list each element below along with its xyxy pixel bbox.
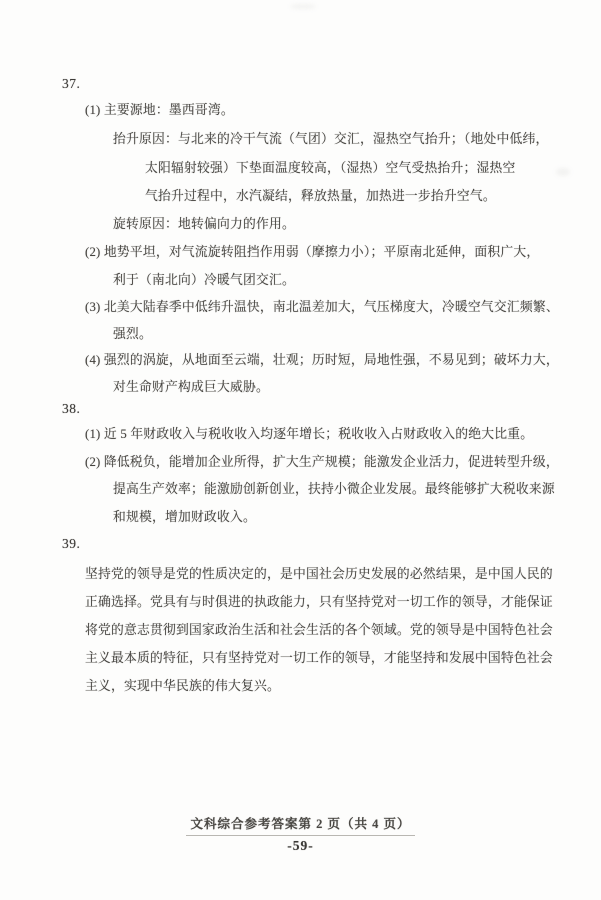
- answer-line: 将党的意志贯彻到国家政治生活和社会生活的各个领域。党的领导是中国特色社会: [85, 623, 553, 637]
- footer-caption: [0, 814, 601, 836]
- answer-line: (3) 北美大陆春季中低纬升温快，南北温差加大，气压梯度大，冷暖空气交汇频繁、: [85, 300, 559, 314]
- answer-line: 气抬升过程中，水汽凝结，释放热量，加热进一步抬升空气。: [145, 189, 496, 203]
- question-number-39: 39.: [62, 536, 81, 551]
- answer-line: 正确选择。党具有与时俱进的执政能力，只有坚持党对一切工作的领导，才能保证: [85, 595, 553, 609]
- answer-line: 旋转原因：地转偏向力的作用。: [113, 217, 295, 231]
- answer-line: 对生命财产构成巨大威胁。: [113, 380, 269, 394]
- question-number-37: 37.: [62, 76, 81, 91]
- answer-line: 坚持党的领导是党的性质决定的，是中国社会历史发展的必然结果，是中国人民的: [85, 567, 553, 581]
- answer-line: 强烈。: [113, 327, 152, 341]
- answer-line: (1) 主要源地：墨西哥湾。: [85, 103, 234, 117]
- footer-caption-text: 文科综合参考答案第 2 页（共 4 页）: [186, 814, 414, 836]
- scan-smudge: [290, 4, 316, 9]
- page-number: -59-: [287, 838, 314, 853]
- answer-line: (2) 降低税负，能增加企业所得，扩大生产规模；能激发企业活力，促进转型升级，: [85, 455, 559, 469]
- answer-line: 主义，实现中华民族的伟大复兴。: [85, 679, 280, 693]
- answer-line: 太阳辐射较强）下垫面温度较高，（湿热）空气受热抬升；湿热空: [145, 161, 516, 175]
- answer-line: (2) 地势平坦，对气流旋转阻挡作用弱（摩擦力小）；平原南北延伸，面积广大，: [85, 245, 540, 259]
- answer-line: 利于（南北向）冷暖气团交汇。: [113, 273, 295, 287]
- scan-smudge: [556, 168, 570, 176]
- answer-line: 提高生产效率；能激励创新创业，扶持小微企业发展。最终能够扩大税收来源: [113, 482, 555, 496]
- answer-line: (1) 近 5 年财政收入与税收收入均逐年增长；税收收入占财政收入的绝大比重。: [85, 427, 534, 441]
- answer-line: 主义最本质的特征，只有坚持党对一切工作的领导，才能坚持和发展中国特色社会: [85, 651, 553, 665]
- question-number-38: 38.: [62, 401, 81, 416]
- answer-line: (4) 强烈的涡旋，从地面至云端，壮观；历时短，局地性强，不易见到；破坏力大，: [85, 353, 559, 367]
- answer-line: 抬升原因：与北来的冷干气流（气团）交汇，湿热空气抬升；（地处中低纬，: [113, 132, 549, 146]
- answer-line: 和规模，增加财政收入。: [113, 510, 256, 524]
